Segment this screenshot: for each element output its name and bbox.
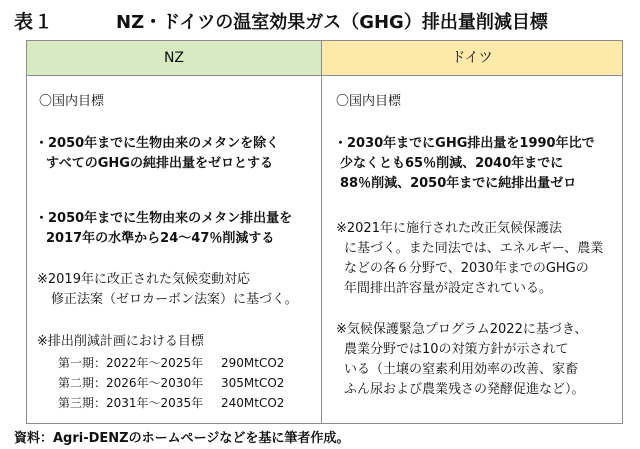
source-note: 資料：Agri-DENZのホームページなどを基に筆者作成。: [14, 431, 350, 446]
germany-note2-line1: ※気候保護緊急プログラム2022に基づき、: [336, 322, 588, 337]
nz-point2-line2: 2017年の水準から24～47％削減する: [46, 231, 275, 246]
targets-table: [26, 40, 623, 424]
germany-note1-line2: に基づく。また同法では、エネルギー、農業: [344, 241, 604, 256]
nz-plan-period: 第一期：2022年～2025年: [58, 356, 204, 370]
table-title-text: NZ・ドイツの温室効果ガス（GHG）排出量削減目標: [116, 12, 548, 33]
nz-point1-line2: すべてのGHGの純排出量をゼロとする: [46, 156, 273, 171]
nz-plan-value: 240MtCO2: [221, 396, 285, 410]
germany-point1-line3: 88％削減、2050年までに純排出量ゼロ: [340, 176, 577, 191]
nz-heading: 〇国内目標: [39, 94, 105, 109]
germany-note1-line1: ※2021年に施行された改正気候保護法: [336, 221, 562, 236]
germany-note2-line4: ふん尿および農業残さの発酵促進など）。: [344, 382, 585, 397]
germany-note2-line2: 農業分野では10の対策方針が示されて: [344, 342, 569, 357]
germany-point1-line1: ・2030年までにGHG排出量を1990年比で: [334, 136, 595, 151]
germany-note2-line3: いる（土壌の窒素利用効率の改善、家畜: [344, 362, 579, 377]
nz-point2-line1: ・2050年までに生物由来のメタン排出量を: [35, 211, 293, 226]
nz-note1-line2: 修正法案（ゼロカーボン法案）に基づく。: [51, 292, 298, 307]
header-nz: NZ: [27, 41, 322, 76]
nz-plan-value: 290MtCO2: [221, 356, 285, 370]
nz-plan-period: 第三期：2031年～2035年: [58, 396, 204, 410]
nz-column: [27, 76, 322, 423]
nz-plan-heading: ※排出削減計画における目標: [37, 334, 204, 349]
germany-heading: 〇国内目標: [336, 94, 402, 109]
table-number: 表１: [14, 11, 55, 33]
header-germany: ドイツ: [322, 41, 622, 76]
table-title: [0, 6, 640, 34]
nz-plan-period: 第二期：2026年～2030年: [58, 376, 204, 390]
germany-column: [322, 76, 622, 423]
nz-note1-line1: ※2019年に改正された気候変動対応: [37, 272, 250, 287]
nz-point1-line1: ・2050年までに生物由来のメタンを除く: [35, 136, 280, 151]
germany-note1-line3: などの各６分野で、2030年までのGHGの: [344, 261, 589, 276]
germany-point1-line2: 少なくとも65％削減、2040年までに: [340, 156, 564, 171]
nz-plan-value: 305MtCO2: [221, 376, 285, 390]
germany-note1-line4: 年間排出許容量が設定されている。: [344, 281, 553, 296]
